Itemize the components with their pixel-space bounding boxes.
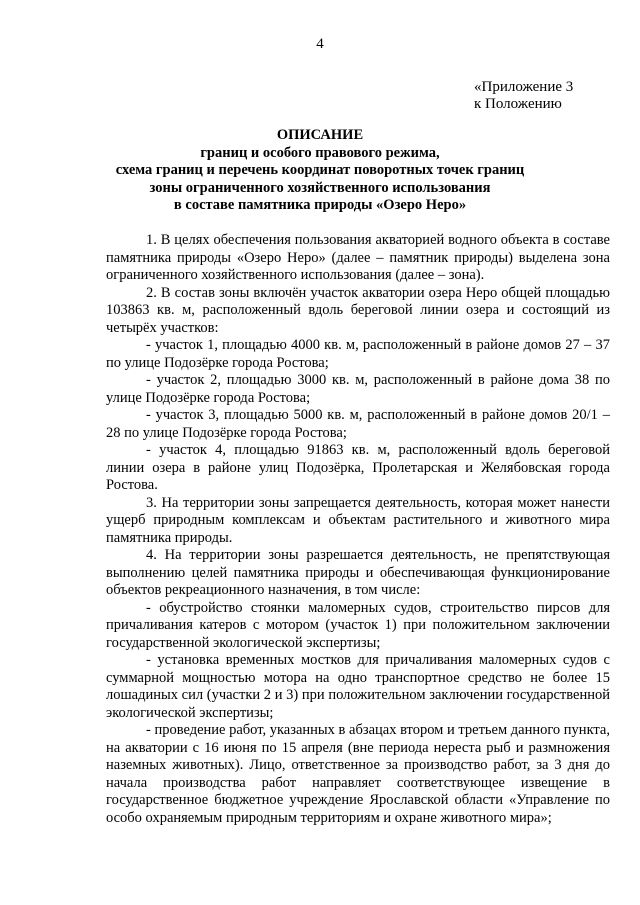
page-number: 4 (316, 36, 324, 52)
title-line-3: схема границ и перечень координат поворотных точек границ (115, 162, 525, 178)
appendix-line-1: «Приложение 3 (474, 79, 574, 95)
paragraph-3: 3. На территории зоны запрещается деятельность, которая может нанести ущерб природным комплексам и объектам растительного и животного мира памятника природы. (106, 494, 610, 546)
paragraph-4: 4. На территории зоны разрешается деятельность, не препятствующая выполнению целей памятника природы и обеспечивающая функционирование объектов рекреационного назначения, в том числе: (106, 547, 610, 598)
list-item-plot-1: - участок 1, площадью 4000 кв. м, расположенный в районе домов 27 – 37 по улице Подозёрке города Ростова; (106, 337, 610, 371)
document-body (106, 232, 610, 827)
paragraph-2: 2. В состав зоны включён участок акватории озера Неро общей площадью 103863 кв. м, расположенный вдоль береговой линии озера и состоящий из четырёх участков: (106, 284, 610, 336)
list-item-plot-2: - участок 2, площадью 3000 кв. м, расположенный в районе дома 38 по улице Подозёрке города Ростова; (106, 372, 610, 406)
title-line-2: границ и особого правового режима, (200, 144, 440, 161)
list-item-activity-3: - проведение работ, указанных в абзацах втором и третьем данного пункта, на акватории с 16 июня по 15 апреля (вне периода нереста рыб и размножения наземных животных). Лицо, ответственное за производство работ, за 3 дня до начала производства работ направляет соответствующее извещение в государственное бюджетное учреждение Ярославской области «Управление по особо охраняемым природным территориям и охране животного мира»; (106, 722, 610, 826)
title-line-5: в составе памятника природы «Озеро Неро» (173, 197, 467, 213)
appendix-line-2: к Положению (474, 96, 562, 112)
appendix-reference (474, 79, 573, 113)
document-title (80, 127, 560, 215)
list-item-activity-2: - установка временных мостков для причаливания маломерных судов с суммарной мощностью мотора на одно транспортное средство не более 15 лошадиных сил (участки 2 и 3) при положительном заключении государственной экологической экспертизы; (106, 652, 610, 721)
list-item-plot-4: - участок 4, площадью 91863 кв. м, расположенный вдоль береговой линии озера в районе улиц Подозёрка, Пролетарская и Желябовская города Ростова. (106, 442, 610, 493)
list-item-activity-1: - обустройство стоянки маломерных судов, строительство пирсов для причаливания катеров с мотором (участок 1) при положительном заключении государственной экологической экспертизы; (106, 599, 610, 651)
list-item-plot-3: - участок 3, площадью 5000 кв. м, расположенный в районе домов 20/1 – 28 по улице Подозёрке города Ростова; (106, 407, 610, 441)
title-line-1: ОПИСАНИЕ (276, 127, 364, 143)
paragraph-1: 1. В целях обеспечения пользования акваторией водного объекта в составе памятника природы «Озеро Неро» (далее – памятник природы) выделена зона ограниченного хозяйственного использования (далее – зона). (106, 232, 610, 283)
title-line-4: зоны ограниченного хозяйственного использования (149, 179, 491, 196)
